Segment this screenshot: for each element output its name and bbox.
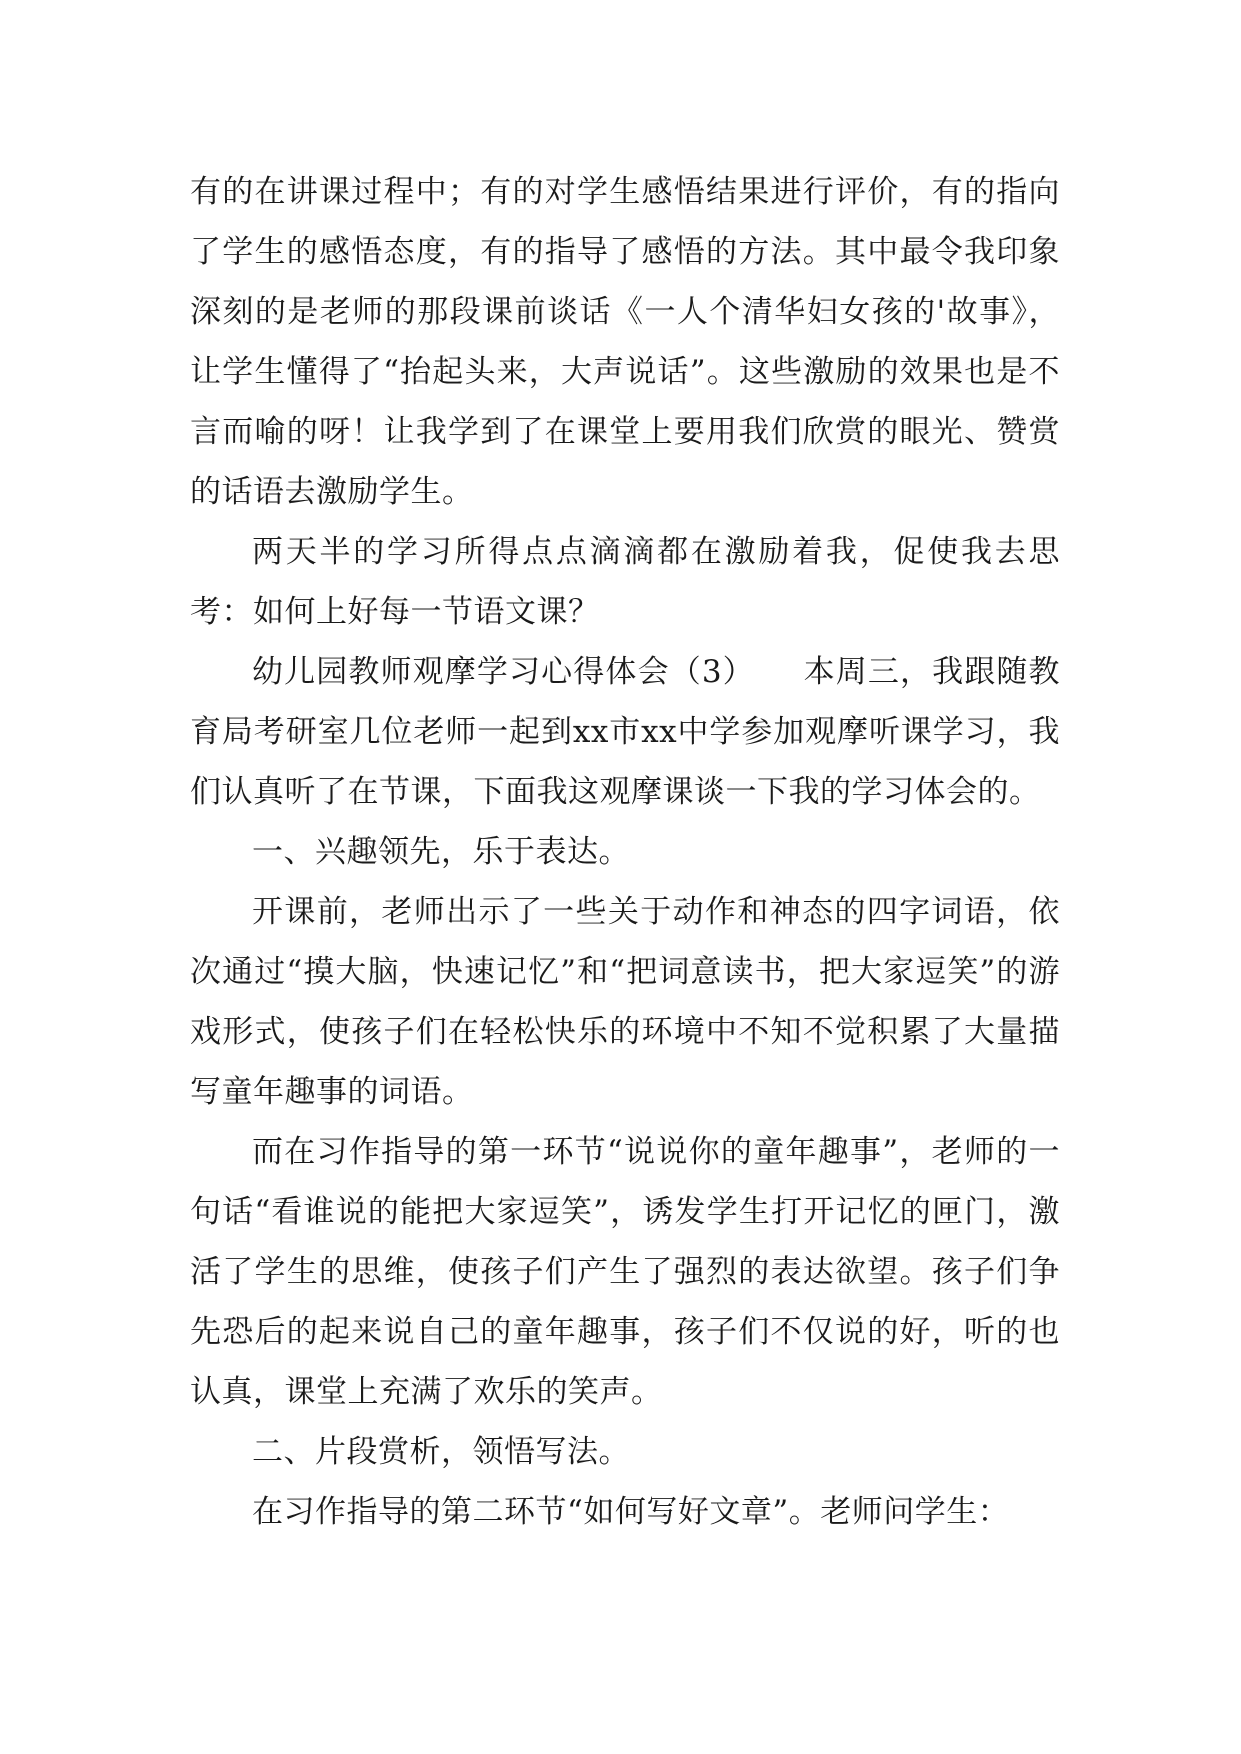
paragraph-section-intro: 幼儿园教师观摩学习心得体会（3） 本周三，我跟随教育局考研室几位老师一起到xx市xx中学参加观摩听课学习，我们认真听了在节课，下面我这观摩课谈一下我的学习体会的。 xyxy=(190,654,1060,810)
paragraph-reflection: 两天半的学习所得点点滴滴都在激励着我，促使我去思考：如何上好每一节语文课？ xyxy=(190,534,1060,630)
document-body xyxy=(190,162,1060,1542)
paragraph-first-step: 而在习作指导的第一环节“说说你的童年趣事”，老师的一句话“看谁说的能把大家逗笑”，诱发学生打开记忆的匣门，激活了学生的思维，使孩子们产生了强烈的表达欲望。孩子们争先恐后的起来说自己的童年趣事，孩子们不仅说的好，听的也认真，课堂上充满了欢乐的笑声。 xyxy=(190,1134,1060,1410)
heading-point-one: 一、兴趣领先，乐于表达。 xyxy=(252,834,630,870)
heading-point-two: 二、片段赏析，领悟写法。 xyxy=(252,1434,630,1470)
paragraph-second-step: 在习作指导的第二环节“如何写好文章”。老师问学生： xyxy=(252,1494,1010,1530)
paragraph-class-opening: 开课前，老师出示了一些关于动作和神态的四字词语，依次通过“摸大脑，快速记忆”和“把词意读书，把大家逗笑”的游戏形式，使孩子们在轻松快乐的环境中不知不觉积累了大量描写童年趣事的词语。 xyxy=(190,894,1060,1110)
paragraph-continuation: 有的在讲课过程中；有的对学生感悟结果进行评价，有的指向了学生的感悟态度，有的指导了感悟的方法。其中最令我印象深刻的是老师的那段课前谈话《一人个清华妇女孩的'故事》，让学生懂得了“抬起头来，大声说话”。这些激励的效果也是不言而喻的呀！让我学到了在课堂上要用我们欣赏的眼光、赞赏的话语去激励学生。 xyxy=(190,174,1060,510)
